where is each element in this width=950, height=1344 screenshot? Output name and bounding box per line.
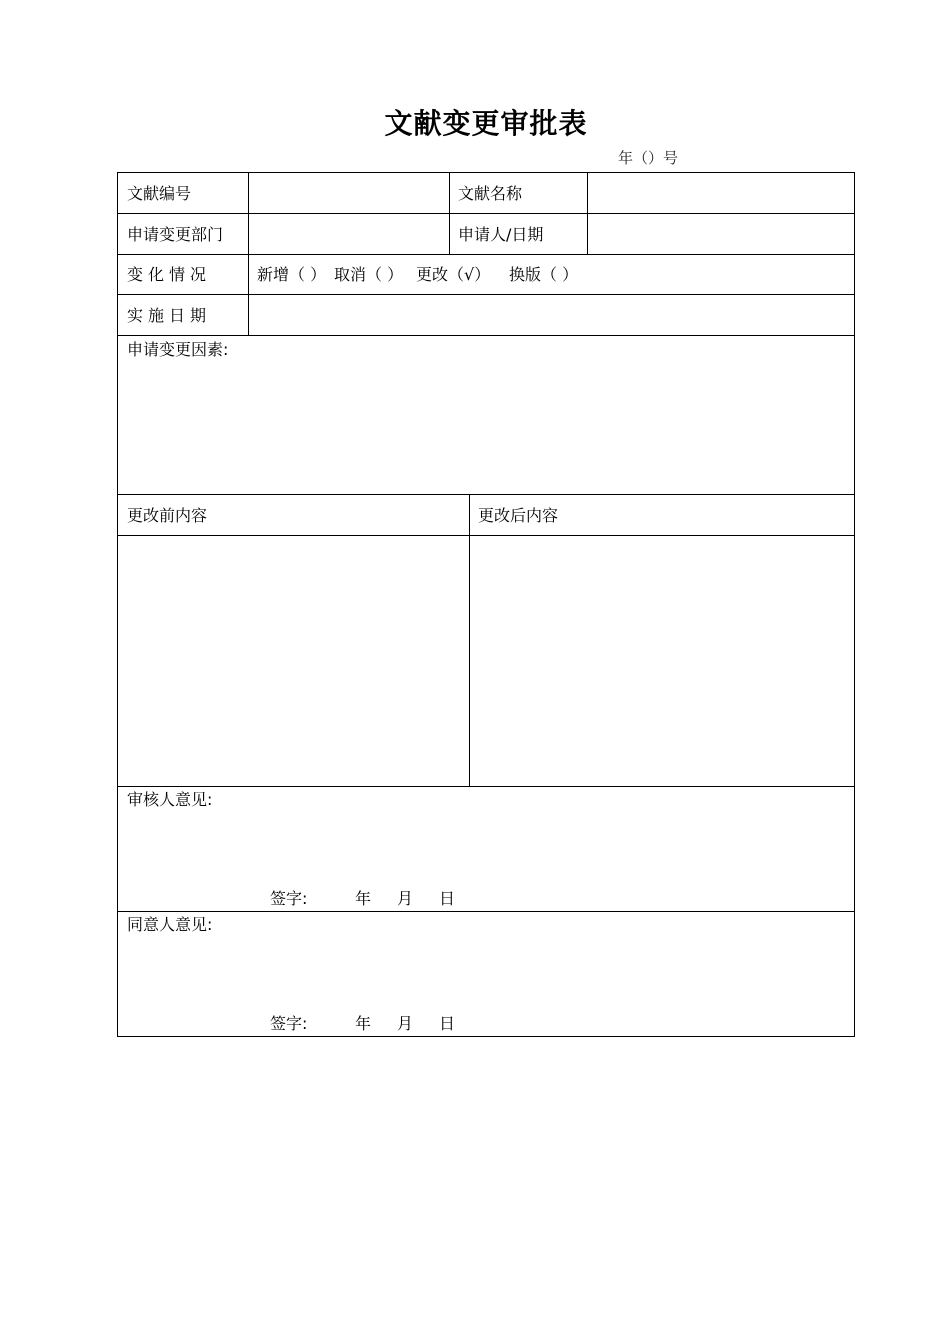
approver-opinion-label: 同意人意见:: [127, 915, 213, 934]
change-option-replace[interactable]: 换版（ ）: [509, 265, 579, 284]
applying-dept-field[interactable]: [252, 216, 446, 252]
column-divider: [587, 173, 588, 254]
change-option-cancel[interactable]: 取消（ ）: [334, 265, 404, 284]
approver-month-label: 月: [397, 1014, 414, 1033]
change-reason-field[interactable]: [124, 363, 850, 491]
applying-dept-label: 申请变更部门: [127, 225, 224, 244]
doc-number-label: 文献编号: [127, 184, 192, 203]
row-divider: [118, 911, 854, 912]
row-divider: [118, 213, 854, 214]
row-divider: [118, 535, 854, 536]
column-divider: [449, 173, 450, 254]
approver-year-label: 年: [355, 1014, 372, 1033]
change-reason-label: 申请变更因素:: [127, 340, 229, 359]
reviewer-year-label: 年: [355, 889, 372, 908]
reviewer-opinion-field[interactable]: [124, 813, 850, 885]
after-content-label: 更改后内容: [478, 506, 559, 525]
doc-name-field[interactable]: [591, 175, 851, 211]
applicant-date-field[interactable]: [591, 216, 851, 252]
reviewer-month-label: 月: [397, 889, 414, 908]
row-divider: [118, 294, 854, 295]
implementation-date-field[interactable]: [252, 297, 850, 333]
reviewer-opinion-label: 审核人意见:: [127, 790, 213, 809]
approval-form-table: [117, 172, 855, 1037]
row-divider: [118, 335, 854, 336]
row-divider: [118, 254, 854, 255]
applicant-date-label: 申请人/日期: [458, 225, 544, 244]
approver-opinion-field[interactable]: [124, 938, 850, 1010]
reviewer-sign-label: 签字:: [270, 889, 308, 908]
doc-number-field[interactable]: [252, 175, 446, 211]
reviewer-day-label: 日: [439, 889, 456, 908]
row-divider: [118, 494, 854, 495]
approver-day-label: 日: [439, 1014, 456, 1033]
implementation-date-label: 实施日期: [127, 306, 212, 325]
row-divider: [118, 786, 854, 787]
change-option-add[interactable]: 新增（ ）: [257, 265, 327, 284]
doc-name-label: 文献名称: [458, 184, 523, 203]
before-content-field[interactable]: [122, 539, 466, 783]
after-content-field[interactable]: [473, 539, 851, 783]
before-content-label: 更改前内容: [127, 506, 208, 525]
approver-sign-label: 签字:: [270, 1014, 308, 1033]
column-divider: [469, 494, 470, 786]
page-title: 文献变更审批表: [384, 107, 588, 140]
serial-number: 年（）号: [618, 149, 679, 167]
change-status-label: 变化情况: [127, 265, 212, 284]
change-option-modify[interactable]: 更改（√）: [416, 265, 491, 284]
column-divider: [248, 173, 249, 335]
